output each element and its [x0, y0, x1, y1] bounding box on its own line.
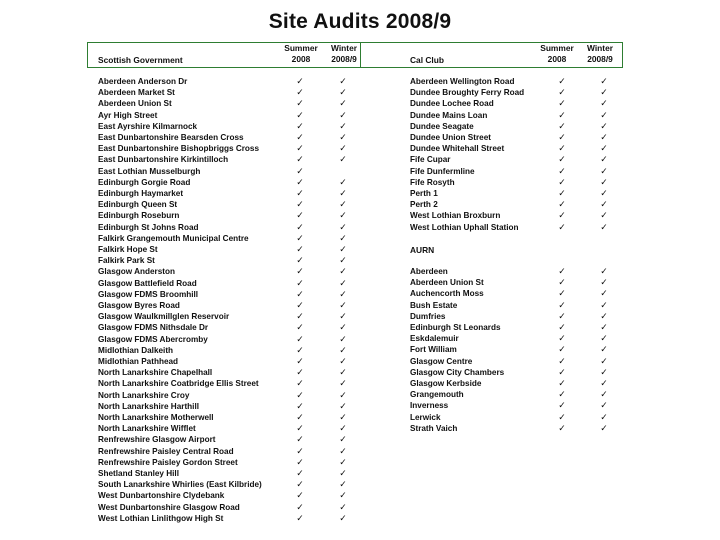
summer-check-icon: ✓	[296, 311, 304, 322]
site-name: Strath Vaich	[410, 423, 458, 433]
winter-check-icon: ✓	[339, 244, 347, 254]
site-name: South Lanarkshire Whirlies (East Kilbride)	[98, 480, 262, 490]
summer-check-icon: ✓	[296, 143, 304, 154]
table-row	[98, 266, 347, 277]
table-row	[98, 423, 347, 434]
table-row	[410, 210, 630, 221]
summer-check-icon: ✓	[296, 255, 304, 266]
site-name: Edinburgh Roseburn	[98, 211, 180, 221]
summer-label: Summer	[284, 43, 318, 53]
site-name: Dundee Seagate	[410, 121, 474, 131]
table-row	[98, 389, 347, 401]
winter-check-icon: ✓	[600, 87, 608, 98]
summer-check-icon: ✓	[296, 423, 304, 434]
site-name: Glasgow Battlefield Road	[98, 278, 197, 288]
page-title: Site Audits 2008/9	[268, 10, 452, 33]
table-row	[98, 221, 347, 233]
winter-check-icon: ✓	[339, 445, 347, 456]
summer-check-icon: ✓	[558, 210, 566, 221]
site-name: Fife Rosyth	[410, 177, 455, 187]
winter-check-icon: ✓	[339, 132, 347, 142]
table-row	[410, 389, 630, 400]
winter-check-icon: ✓	[600, 210, 608, 221]
winter-check-icon: ✓	[600, 277, 608, 288]
site-name: Bush Estate	[410, 300, 458, 310]
cal-club-heading: Cal Club	[410, 55, 444, 65]
winter-check-icon: ✓	[339, 288, 347, 299]
winter-check-icon: ✓	[600, 288, 608, 299]
summer-year: 2008	[291, 54, 311, 64]
site-name: Edinburgh Queen St	[98, 200, 178, 210]
summer-check-icon: ✓	[296, 445, 304, 456]
table-row	[98, 176, 347, 188]
winter-check-icon: ✓	[339, 479, 347, 490]
winter-check-icon: ✓	[339, 199, 347, 210]
table-row	[98, 143, 347, 154]
winter-check-icon: ✓	[600, 98, 608, 109]
winter-check-icon: ✓	[600, 109, 608, 120]
site-name: West Dunbartonshire Glasgow Road	[98, 502, 240, 512]
summer-year: 2008	[547, 54, 567, 64]
site-name: Lerwick	[410, 412, 441, 422]
site-name: Renfrewshire Paisley Central Road	[98, 446, 234, 456]
summer-check-icon: ✓	[296, 277, 304, 288]
winter-check-icon: ✓	[339, 456, 347, 467]
winter-check-icon: ✓	[339, 154, 347, 165]
table-row	[98, 232, 347, 244]
right-summer-header	[537, 43, 577, 65]
winter-check-icon: ✓	[339, 333, 347, 344]
table-row	[410, 412, 630, 423]
table-row	[98, 277, 347, 289]
winter-check-icon: ✓	[339, 434, 347, 445]
site-name: Glasgow Byres Road	[98, 301, 180, 310]
winter-check-icon: ✓	[600, 143, 608, 154]
summer-check-icon: ✓	[558, 143, 566, 154]
summer-check-icon: ✓	[558, 98, 566, 109]
table-row	[410, 188, 630, 199]
summer-check-icon: ✓	[296, 244, 304, 254]
summer-check-icon: ✓	[296, 468, 304, 478]
winter-check-icon: ✓	[339, 300, 347, 310]
summer-check-icon: ✓	[296, 456, 304, 467]
summer-check-icon: ✓	[558, 366, 566, 377]
winter-check-icon: ✓	[339, 109, 347, 120]
summer-check-icon: ✓	[558, 87, 566, 98]
summer-check-icon: ✓	[558, 333, 566, 344]
winter-check-icon: ✓	[339, 266, 347, 277]
summer-check-icon: ✓	[296, 356, 304, 366]
summer-check-icon: ✓	[558, 132, 566, 142]
summer-check-icon: ✓	[296, 132, 304, 142]
winter-check-icon: ✓	[600, 389, 608, 400]
winter-check-icon: ✓	[600, 188, 608, 198]
summer-check-icon: ✓	[296, 490, 304, 501]
table-row	[98, 120, 347, 132]
table-row	[98, 166, 318, 177]
summer-check-icon: ✓	[558, 154, 566, 165]
table-row	[98, 244, 347, 255]
summer-check-icon: ✓	[296, 501, 304, 512]
summer-check-icon: ✓	[558, 120, 566, 131]
site-name: North Lanarkshire Croy	[98, 390, 190, 400]
table-row	[98, 311, 347, 322]
site-name: Shetland Stanley Hill	[98, 469, 179, 478]
winter-check-icon: ✓	[339, 344, 347, 355]
winter-check-icon: ✓	[339, 232, 347, 243]
winter-check-icon: ✓	[339, 356, 347, 366]
winter-check-icon: ✓	[600, 400, 608, 411]
table-row	[410, 110, 630, 121]
site-name: North Lanarkshire Harthill	[98, 401, 200, 411]
summer-check-icon: ✓	[296, 176, 304, 187]
table-row	[410, 400, 630, 411]
winter-check-icon: ✓	[339, 277, 347, 288]
site-name: West Lothian Broxburn	[410, 211, 501, 221]
table-row	[98, 412, 347, 423]
left-border	[87, 42, 88, 68]
site-name: Dundee Whitehall Street	[410, 144, 505, 154]
winter-check-icon: ✓	[339, 412, 347, 422]
site-name: Glasgow FDMS Abercromby	[98, 334, 208, 344]
summer-check-icon: ✓	[296, 344, 304, 355]
summer-check-icon: ✓	[296, 120, 304, 131]
summer-check-icon: ✓	[558, 422, 566, 433]
winter-check-icon: ✓	[600, 378, 608, 388]
table-row	[410, 378, 630, 389]
winter-check-icon: ✓	[600, 333, 608, 344]
right-border	[622, 42, 623, 68]
table-row	[410, 356, 630, 367]
table-row	[410, 222, 630, 233]
site-name: Dundee Lochee Road	[410, 99, 494, 109]
summer-check-icon: ✓	[558, 76, 566, 86]
site-name: Edinburgh Haymarket	[98, 189, 184, 198]
summer-check-icon: ✓	[558, 221, 566, 232]
table-row	[98, 188, 347, 199]
winter-check-icon: ✓	[339, 311, 347, 322]
summer-check-icon: ✓	[558, 188, 566, 198]
site-name: Glasgow Centre	[410, 356, 473, 366]
table-row	[98, 87, 347, 98]
site-name: Aberdeen	[410, 267, 448, 276]
summer-check-icon: ✓	[558, 310, 566, 321]
winter-check-icon: ✓	[600, 310, 608, 321]
summer-check-icon: ✓	[296, 210, 304, 221]
summer-check-icon: ✓	[558, 411, 566, 422]
summer-check-icon: ✓	[296, 109, 304, 120]
winter-check-icon: ✓	[339, 143, 347, 154]
summer-check-icon: ✓	[558, 344, 566, 355]
site-name: Glasgow FDMS Broomhill	[98, 289, 199, 299]
winter-check-icon: ✓	[600, 366, 608, 377]
site-name: East Dunbartonshire Kirkintilloch	[98, 155, 229, 165]
table-row	[98, 98, 347, 109]
winter-check-icon: ✓	[339, 221, 347, 232]
summer-check-icon: ✓	[296, 165, 304, 176]
table-row	[98, 512, 347, 524]
summer-check-icon: ✓	[558, 389, 566, 400]
winter-check-icon: ✓	[339, 98, 347, 109]
summer-check-icon: ✓	[296, 333, 304, 344]
aurn-heading: AURN	[410, 245, 435, 255]
winter-check-icon: ✓	[600, 422, 608, 433]
winter-check-icon: ✓	[600, 132, 608, 142]
table-row	[98, 132, 347, 143]
table-row	[98, 210, 347, 221]
summer-check-icon: ✓	[296, 188, 304, 198]
table-row	[98, 490, 347, 501]
site-name: Dumfries	[410, 311, 446, 321]
table-row	[410, 311, 630, 322]
summer-check-icon: ✓	[296, 389, 304, 400]
table-row	[410, 87, 630, 98]
winter-check-icon: ✓	[600, 154, 608, 165]
summer-check-icon: ✓	[296, 300, 304, 310]
winter-check-icon: ✓	[339, 400, 347, 411]
site-name: Dundee Union Street	[410, 133, 491, 142]
summer-check-icon: ✓	[296, 154, 304, 165]
summer-check-icon: ✓	[296, 479, 304, 490]
table-row	[98, 109, 347, 121]
table-row	[98, 367, 347, 378]
site-name: Falkirk Hope St	[98, 245, 158, 254]
site-name: Midlothian Pathhead	[98, 357, 179, 366]
table-row	[98, 456, 347, 468]
summer-check-icon: ✓	[558, 400, 566, 411]
site-name: Edinburgh St Leonards	[410, 323, 501, 332]
site-name: Aberdeen Union St	[98, 99, 172, 109]
site-name: Edinburgh Gorgie Road	[98, 177, 191, 187]
site-name: Glasgow Anderston	[98, 267, 176, 277]
winter-check-icon: ✓	[600, 411, 608, 422]
table-row	[410, 288, 630, 299]
summer-check-icon: ✓	[558, 109, 566, 120]
winter-check-icon: ✓	[600, 344, 608, 355]
site-name: Aberdeen Wellington Road	[410, 77, 515, 86]
site-name: West Lothian Linlithgow High St	[98, 513, 224, 523]
table-row	[98, 501, 347, 513]
summer-check-icon: ✓	[296, 221, 304, 232]
winter-check-icon: ✓	[600, 176, 608, 187]
winter-year: 2008/9	[587, 54, 613, 64]
site-name: West Lothian Uphall Station	[410, 222, 519, 232]
table-row	[410, 143, 630, 154]
table-row	[410, 277, 630, 288]
site-name: Fort William	[410, 345, 457, 355]
summer-label: Summer	[540, 43, 574, 53]
summer-check-icon: ✓	[296, 322, 304, 333]
site-name: Midlothian Dalkeith	[98, 345, 174, 355]
table-row	[410, 76, 630, 87]
winter-check-icon: ✓	[339, 188, 347, 198]
site-name: Fife Cupar	[410, 155, 451, 165]
winter-check-icon: ✓	[600, 299, 608, 310]
site-name: Aberdeen Anderson Dr	[98, 77, 188, 86]
site-name: North Lanarkshire Wifflet	[98, 424, 196, 434]
table-row	[98, 199, 347, 210]
summer-check-icon: ✓	[296, 98, 304, 109]
table-row	[98, 255, 347, 266]
winter-check-icon: ✓	[339, 120, 347, 131]
summer-check-icon: ✓	[558, 266, 566, 276]
site-name: Eskdalemuir	[410, 334, 459, 344]
winter-check-icon: ✓	[339, 389, 347, 400]
table-row	[98, 479, 347, 490]
table-row	[98, 378, 347, 389]
site-name: East Dunbartonshire Bishopbriggs Cross	[98, 144, 260, 154]
table-row	[410, 322, 630, 333]
winter-check-icon: ✓	[339, 255, 347, 266]
site-name: Perth 2	[410, 200, 438, 210]
summer-check-icon: ✓	[558, 277, 566, 288]
header-divider	[87, 67, 623, 68]
site-name: Ayr High Street	[98, 110, 158, 120]
table-row	[410, 300, 630, 311]
table-row	[98, 468, 347, 479]
table-row	[98, 300, 347, 311]
table-row	[410, 423, 630, 434]
winter-check-icon: ✓	[600, 165, 608, 176]
winter-check-icon: ✓	[600, 322, 608, 332]
winter-check-icon: ✓	[339, 176, 347, 187]
summer-check-icon: ✓	[558, 299, 566, 310]
site-name: Glasgow FDMS Nithsdale Dr	[98, 323, 209, 333]
site-name: Falkirk Park St	[98, 256, 155, 266]
table-row	[98, 322, 347, 333]
winter-label: Winter	[331, 43, 357, 53]
summer-check-icon: ✓	[296, 76, 304, 86]
winter-check-icon: ✓	[339, 322, 347, 333]
site-name: Fife Dunfermline	[410, 166, 475, 176]
table-row	[98, 288, 347, 300]
summer-check-icon: ✓	[296, 412, 304, 422]
site-name: Aberdeen Market St	[98, 88, 175, 98]
table-row	[98, 154, 347, 165]
summer-check-icon: ✓	[558, 176, 566, 187]
site-name: East Lothian Musselburgh	[98, 166, 201, 176]
winter-check-icon: ✓	[339, 490, 347, 501]
table-row	[410, 344, 630, 355]
site-name: Glasgow Kerbside	[410, 379, 482, 388]
site-name: Glasgow Waulkmillglen Reservoir	[98, 312, 230, 322]
table-row	[410, 132, 630, 143]
site-name: Inverness	[410, 401, 449, 411]
winter-check-icon: ✓	[600, 221, 608, 232]
table-row	[98, 400, 347, 412]
site-name: Aberdeen Union St	[410, 278, 484, 288]
site-name: Falkirk Grangemouth Municipal Centre	[98, 233, 249, 243]
site-name: Glasgow City Chambers	[410, 367, 505, 377]
summer-check-icon: ✓	[296, 199, 304, 210]
summer-check-icon: ✓	[296, 512, 304, 523]
site-name: Renfrewshire Paisley Gordon Street	[98, 457, 238, 467]
summer-check-icon: ✓	[558, 322, 566, 332]
table-row	[98, 434, 347, 445]
table-row	[98, 356, 347, 367]
winter-check-icon: ✓	[339, 378, 347, 389]
winter-check-icon: ✓	[600, 199, 608, 210]
left-summer-header	[281, 43, 321, 65]
site-name: North Lanarkshire Motherwell	[98, 413, 214, 422]
winter-check-icon: ✓	[600, 120, 608, 131]
table-row	[98, 445, 347, 457]
site-name: North Lanarkshire Chapelhall	[98, 368, 213, 378]
site-name: Dundee Mains Loan	[410, 110, 488, 120]
table-row	[410, 333, 630, 344]
table-row	[410, 98, 630, 109]
site-name: North Lanarkshire Coatbridge Ellis Street	[98, 379, 259, 389]
table-row	[410, 154, 630, 165]
winter-label: Winter	[587, 43, 613, 53]
table-row	[410, 199, 630, 210]
site-name: East Ayrshire Kilmarnock	[98, 121, 198, 131]
winter-check-icon: ✓	[600, 266, 608, 276]
summer-check-icon: ✓	[296, 288, 304, 299]
summer-check-icon: ✓	[296, 266, 304, 277]
summer-check-icon: ✓	[296, 87, 304, 98]
site-name: Renfrewshire Glasgow Airport	[98, 435, 216, 445]
table-row	[410, 166, 630, 177]
site-name: Perth 1	[410, 189, 438, 198]
winter-check-icon: ✓	[600, 355, 608, 366]
winter-check-icon: ✓	[339, 423, 347, 434]
site-name: West Dunbartonshire Clydebank	[98, 491, 225, 501]
summer-check-icon: ✓	[296, 367, 304, 378]
right-winter-header	[580, 43, 620, 65]
summer-check-icon: ✓	[558, 378, 566, 388]
winter-check-icon: ✓	[339, 76, 347, 86]
winter-check-icon: ✓	[339, 367, 347, 378]
winter-check-icon: ✓	[339, 87, 347, 98]
table-row	[98, 344, 347, 356]
winter-check-icon: ✓	[600, 76, 608, 86]
summer-check-icon: ✓	[558, 288, 566, 299]
site-name: Grangemouth	[410, 390, 464, 400]
winter-check-icon: ✓	[339, 501, 347, 512]
table-row	[410, 121, 630, 132]
table-row	[410, 367, 630, 378]
table-row	[98, 76, 347, 87]
scottish-government-heading: Scottish Government	[98, 55, 183, 65]
table-row	[98, 333, 347, 345]
winter-check-icon: ✓	[339, 210, 347, 221]
site-name: Dundee Broughty Ferry Road	[410, 88, 525, 98]
winter-check-icon: ✓	[339, 512, 347, 523]
table-row	[410, 266, 630, 277]
summer-check-icon: ✓	[296, 232, 304, 243]
site-name: Auchencorth Moss	[410, 289, 484, 299]
summer-check-icon: ✓	[296, 378, 304, 389]
summer-check-icon: ✓	[296, 434, 304, 445]
summer-check-icon: ✓	[296, 400, 304, 411]
summer-check-icon: ✓	[558, 355, 566, 366]
summer-check-icon: ✓	[558, 199, 566, 210]
table-row	[410, 177, 630, 188]
site-name: East Dunbartonshire Bearsden Cross	[98, 133, 244, 142]
winter-year: 2008/9	[331, 54, 357, 64]
left-winter-header	[324, 43, 364, 65]
site-name: Edinburgh St Johns Road	[98, 222, 199, 232]
winter-check-icon: ✓	[339, 468, 347, 478]
summer-check-icon: ✓	[558, 165, 566, 176]
